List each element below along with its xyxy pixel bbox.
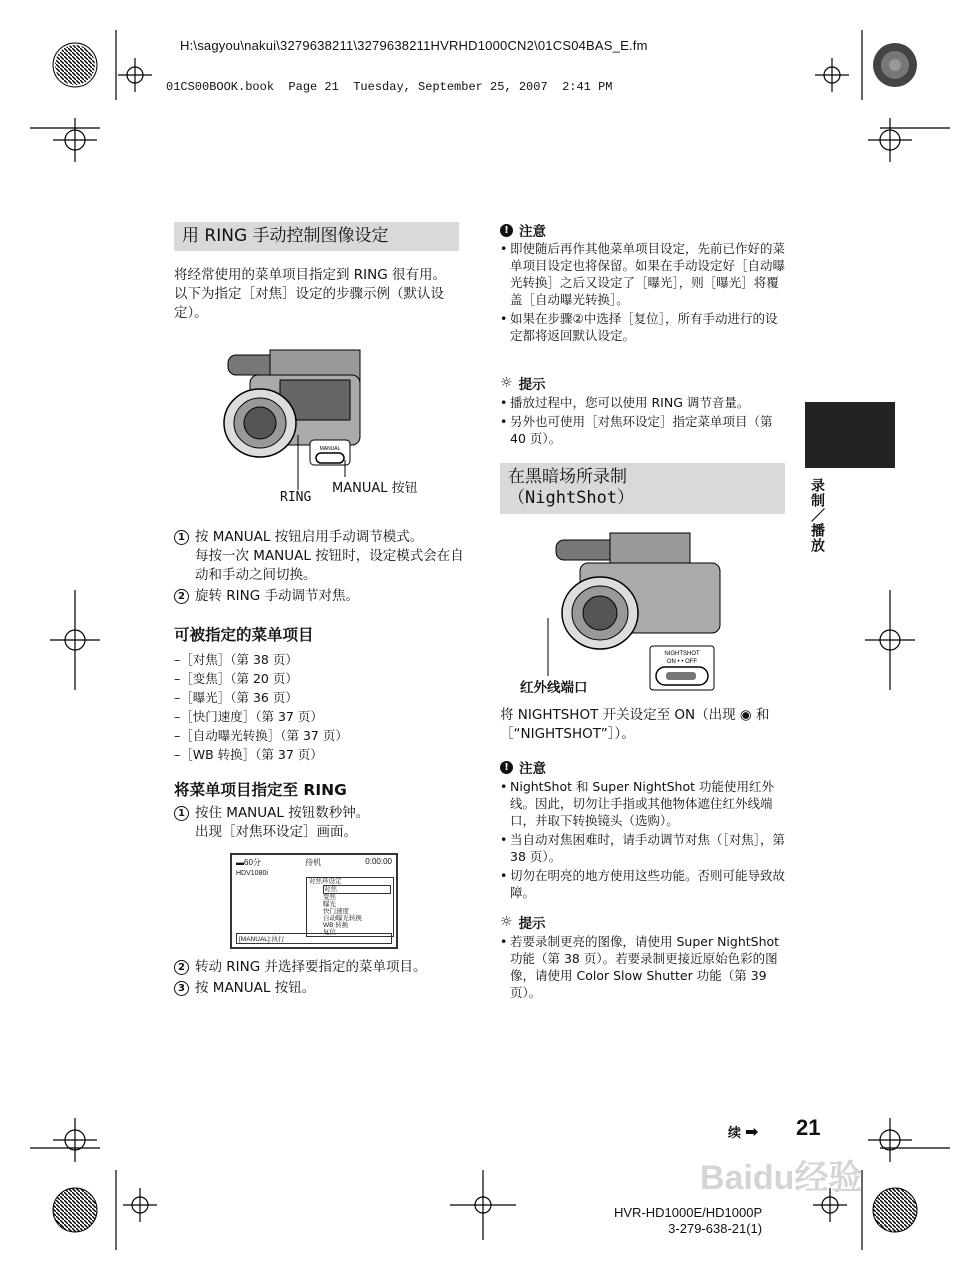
screen-footer: [MANUAL]:执行 [236,933,392,944]
screen-menu-items [309,885,391,936]
ring-steps [174,528,464,606]
step-1-text: 按 MANUAL 按钮启用手动调节模式。 [195,529,424,545]
lightbulb-icon: ☼ [500,914,513,930]
crosshair-mid-left [50,590,100,690]
assign-step-1 [174,804,464,842]
assignable-item: –［对焦］（第 38 页） [174,652,298,667]
assign-step-1-subtext: 出现［对焦环设定］画面。 [195,824,357,840]
subhead-assign-to-ring: 将菜单项目指定至 RING [174,781,347,799]
lightbulb-icon: ☼ [500,375,513,391]
crosshair-bottom-right [868,1118,912,1162]
tip-2-title: 提示 [518,916,546,932]
assignable-item: –［曝光］（第 36 页） [174,690,298,705]
crosshair-top-right [868,118,912,162]
note-1-heading [500,220,546,240]
note-2-heading [500,757,546,777]
fig-label-manual: MANUAL 按钮 [332,481,418,496]
assign-step-3-number: 3 [174,981,189,996]
assign-step-2-number: 2 [174,960,189,975]
intro-line-1: 将经常使用的菜单项目指定到 RING 很有用。 [174,267,447,283]
crosshair-top-left [53,118,97,162]
fig-button-text: MANUAL [319,446,341,452]
screen-menu-item[interactable]: 复位 [323,929,336,936]
starburst-top-right [873,43,917,87]
section-title-nightshot-line2: （NightShot） [508,488,635,509]
screen-battery: ▬60分 [236,858,261,867]
intro-paragraph [174,266,462,323]
caution-icon: ! [500,761,513,774]
screen-status-bar [232,855,396,870]
tip-2-list [500,933,787,1003]
screen-menu [306,877,394,937]
assignable-item: –［变焦］（第 20 页） [174,671,298,686]
assign-step-3 [174,979,464,998]
screen-menu-item-selected[interactable]: 对焦 [323,885,391,894]
chapter-tab-label: 录制／播放 [809,478,825,553]
step-2 [174,587,464,606]
assign-step-2 [174,958,464,977]
section-title-nightshot-line1: 在黑暗场所录制 [508,467,627,487]
crosshair-top-left2 [118,58,152,92]
tip-1-item: • 播放过程中，您可以使用 RING 调节音量。 [500,394,787,411]
note-1-item: • 即使随后再作其他菜单项目设定，先前已作好的菜单项目设定也将保留。如果在手动设定好［自动曝光转换］之后又设定了［曝光］，则［曝光］将覆盖［自动曝光转换］。 [500,240,787,308]
fig-label-ring: RING [280,490,312,505]
starburst-bottom-right [873,1188,917,1232]
model-name: HVR-HD1000E/HD1000P [614,1205,763,1220]
fig2-switch-label-2: ON • • OFF [666,659,698,665]
intro-line-2: 以下为指定［对焦］设定的步骤示例（默认设定）。 [174,286,444,321]
step-2-number: 2 [174,589,189,604]
note-1-list [500,240,787,346]
page-number: 21 [796,1115,821,1140]
screen-time: 0:00:00 [365,857,392,866]
fig2-label-ir-port: 红外线端口 [520,680,588,696]
step-1 [174,528,464,585]
arrow-right-icon: ➡ [745,1122,759,1141]
note-1-title: 注意 [519,224,546,240]
note-2-item: • 切勿在明亮的地方使用这些功能。否则可能导致故障。 [500,867,787,901]
crosshair-bottom-left [53,1118,97,1162]
screen-status: 待机 [305,858,322,867]
camera-figure-nightshot [540,528,730,698]
tip-1-title: 提示 [518,377,546,393]
nightshot-instruction: 将 NIGHTSHOT 开关设定至 ON（出现 ◉ 和［“NIGHTSHOT”］）。 [500,707,770,742]
book-info: 01CS00BOOK.book Page 21 Tuesday, September 25, 2007 2:41 PM [166,80,613,94]
screen-menu-item[interactable]: WB 转换 [323,922,349,929]
step-1-subtext: 每按一次 MANUAL 按钮时，设定模式会在自动和手动之间切换。 [195,548,464,583]
screen-menu-item[interactable]: 快门速度 [323,908,349,915]
section-title-nightshot [500,463,785,514]
screen-format: HDV1080i [236,870,268,877]
starburst-bottom-left [53,1188,97,1232]
screen-menu-item[interactable]: 自动曝光转换 [323,915,362,922]
watermark: Baidu经验 [700,1159,863,1197]
fig2-switch-label-1: NIGHTSHOT [664,651,700,657]
tip-1-item: • 另外也可使用［对焦环设定］指定菜单项目（第 40 页）。 [500,413,787,447]
starburst-top-left [53,43,97,87]
crosshair-mid-right [865,590,915,690]
assignable-item: –［自动曝光转换］（第 37 页） [174,728,348,743]
tip-1-list [500,394,787,449]
assignable-item: –［快门速度］（第 37 页） [174,709,323,724]
screen-menu-item[interactable]: 变焦 [323,894,336,901]
continue-text: 续 [728,1126,742,1141]
tip-2-item: • 若要录制更亮的图像，请使用 Super NightShot 功能（第 38 页）。若要录制更接近原始色彩的图像，请使用 Color Slow Shutter 功能（第 39 页）。 [500,933,787,1001]
section-title-ring: 用 RING 手动控制图像设定 [174,222,459,251]
tip-1-heading [500,373,546,393]
caution-icon: ! [500,224,513,237]
crosshair-top-right2 [815,58,849,92]
crosshair-bottom-mid [450,1170,516,1240]
focus-ring-settings-screen [230,853,398,949]
subhead-assignable-items: 可被指定的菜单项目 [174,626,314,644]
note-2-list [500,778,787,903]
model-code: 3-279-638-21(1) [668,1221,763,1236]
screen-menu-item[interactable]: 曝光 [323,901,336,908]
assign-step-1-row [174,804,464,842]
note-1-item: • 如果在步骤②中选择［复位］，所有手动进行的设定都将返回默认设定。 [500,310,787,344]
tip-2-heading [500,912,546,932]
assignable-items-list [174,650,464,764]
chapter-tab-marker [805,402,895,468]
step-1-number: 1 [174,530,189,545]
continue-indicator [728,1122,758,1141]
crosshair-bottom-left2 [123,1188,157,1222]
assign-step-2-text: 转动 RING 并选择要指定的菜单项目。 [195,959,427,975]
assign-step-1-text: 按住 MANUAL 按钮数秒钟。 [195,805,370,821]
note-2-item: • 当自动对焦困难时，请手动调节对焦（［对焦］，第 38 页）。 [500,831,787,865]
screen-menu-title: 对焦环设定 [309,878,342,885]
assignable-item: –［WB 转换］（第 37 页） [174,747,323,762]
assign-step-3-text: 按 MANUAL 按钮。 [195,980,316,996]
step-2-text: 旋转 RING 手动调节对焦。 [195,588,360,604]
battery-icon: ▬ [236,858,244,867]
assign-step-1-number: 1 [174,806,189,821]
file-path: H:\sagyou\nakui\3279638211\3279638211HVRHD1000CN2\01CS04BAS_E.fm [180,38,648,53]
note-2-title: 注意 [519,761,546,777]
model-info [614,1205,762,1237]
note-2-item: • NightShot 和 Super NightShot 功能使用红外线。因此，切勿让手指或其他物体遮住红外线端口，并取下转换镜头（选购）。 [500,778,787,829]
assign-steps-2-3 [174,958,464,998]
